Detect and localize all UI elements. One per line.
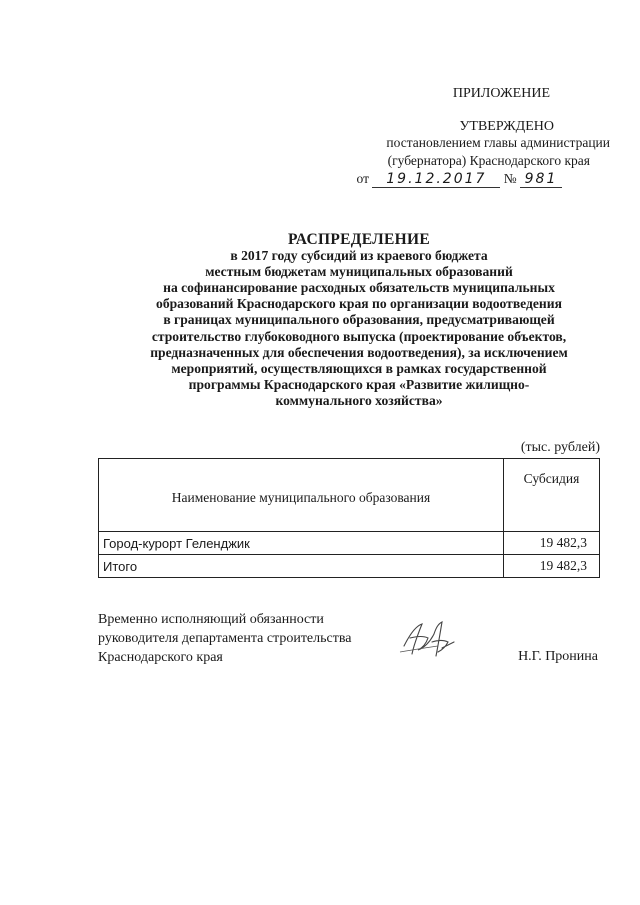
title-line: на софинансирование расходных обязательств муниципальных — [163, 280, 555, 296]
total-value-cell: 19 482,3 — [504, 555, 600, 578]
title-line: строительство глубоководного выпуска (проектирование объектов, — [151, 328, 567, 344]
date-prefix: от — [356, 171, 369, 186]
title-line: в границах муниципального образования, предусматривающей — [163, 312, 555, 328]
decree-line-2: (губернатора) Краснодарского края — [387, 153, 590, 168]
column-header-municipality: Наименование муниципального образования — [99, 459, 504, 532]
subsidy-cell: 19 482,3 — [504, 532, 600, 555]
signer-position — [98, 610, 352, 667]
table-header-row — [99, 459, 600, 532]
signer-line: Временно исполняющий обязанности — [98, 612, 324, 627]
approved-label: УТВЕРЖДЕНО — [459, 119, 554, 134]
appendix-label: ПРИЛОЖЕНИЕ — [452, 86, 550, 101]
table-row-total — [99, 555, 600, 578]
title-line: в 2017 году субсидий из краевого бюджета — [230, 248, 488, 264]
title-line: программы Краснодарского края «Развитие жилищно- — [188, 376, 530, 392]
number-prefix: № — [503, 171, 517, 186]
distribution-table — [98, 458, 600, 578]
municipality-cell: Город-курорт Геленджик — [99, 532, 504, 555]
document-title — [120, 232, 598, 409]
handwritten-date: 19.12.2017 — [372, 171, 500, 188]
handwritten-number: 981 — [520, 171, 562, 188]
signer-name: Н.Г. Пронина — [518, 649, 598, 664]
signer-line: руководителя департамента строительства — [98, 631, 352, 646]
column-header-subsidy: Субсидия — [504, 459, 600, 532]
title-line: образований Краснодарского края по организации водоотведения — [156, 296, 562, 312]
date-number-line — [357, 169, 563, 189]
total-label-cell: Итого — [99, 555, 504, 578]
table-row — [99, 532, 600, 555]
title-line: коммунального хозяйства» — [275, 392, 443, 408]
decree-line-1: постановлением главы администрации — [386, 135, 610, 150]
title-line: местным бюджетам муниципальных образований — [205, 264, 513, 280]
handwritten-signature — [398, 612, 460, 664]
title-line: предназначенных для обеспечения водоотведения), за исключением — [150, 344, 568, 360]
units-label: (тыс. рублей) — [520, 440, 600, 455]
title-line: мероприятий, осуществляющихся в рамках государственной — [171, 360, 547, 376]
signer-line: Краснодарского края — [98, 650, 223, 665]
title-heading: РАСПРЕДЕЛЕНИЕ — [288, 231, 430, 248]
